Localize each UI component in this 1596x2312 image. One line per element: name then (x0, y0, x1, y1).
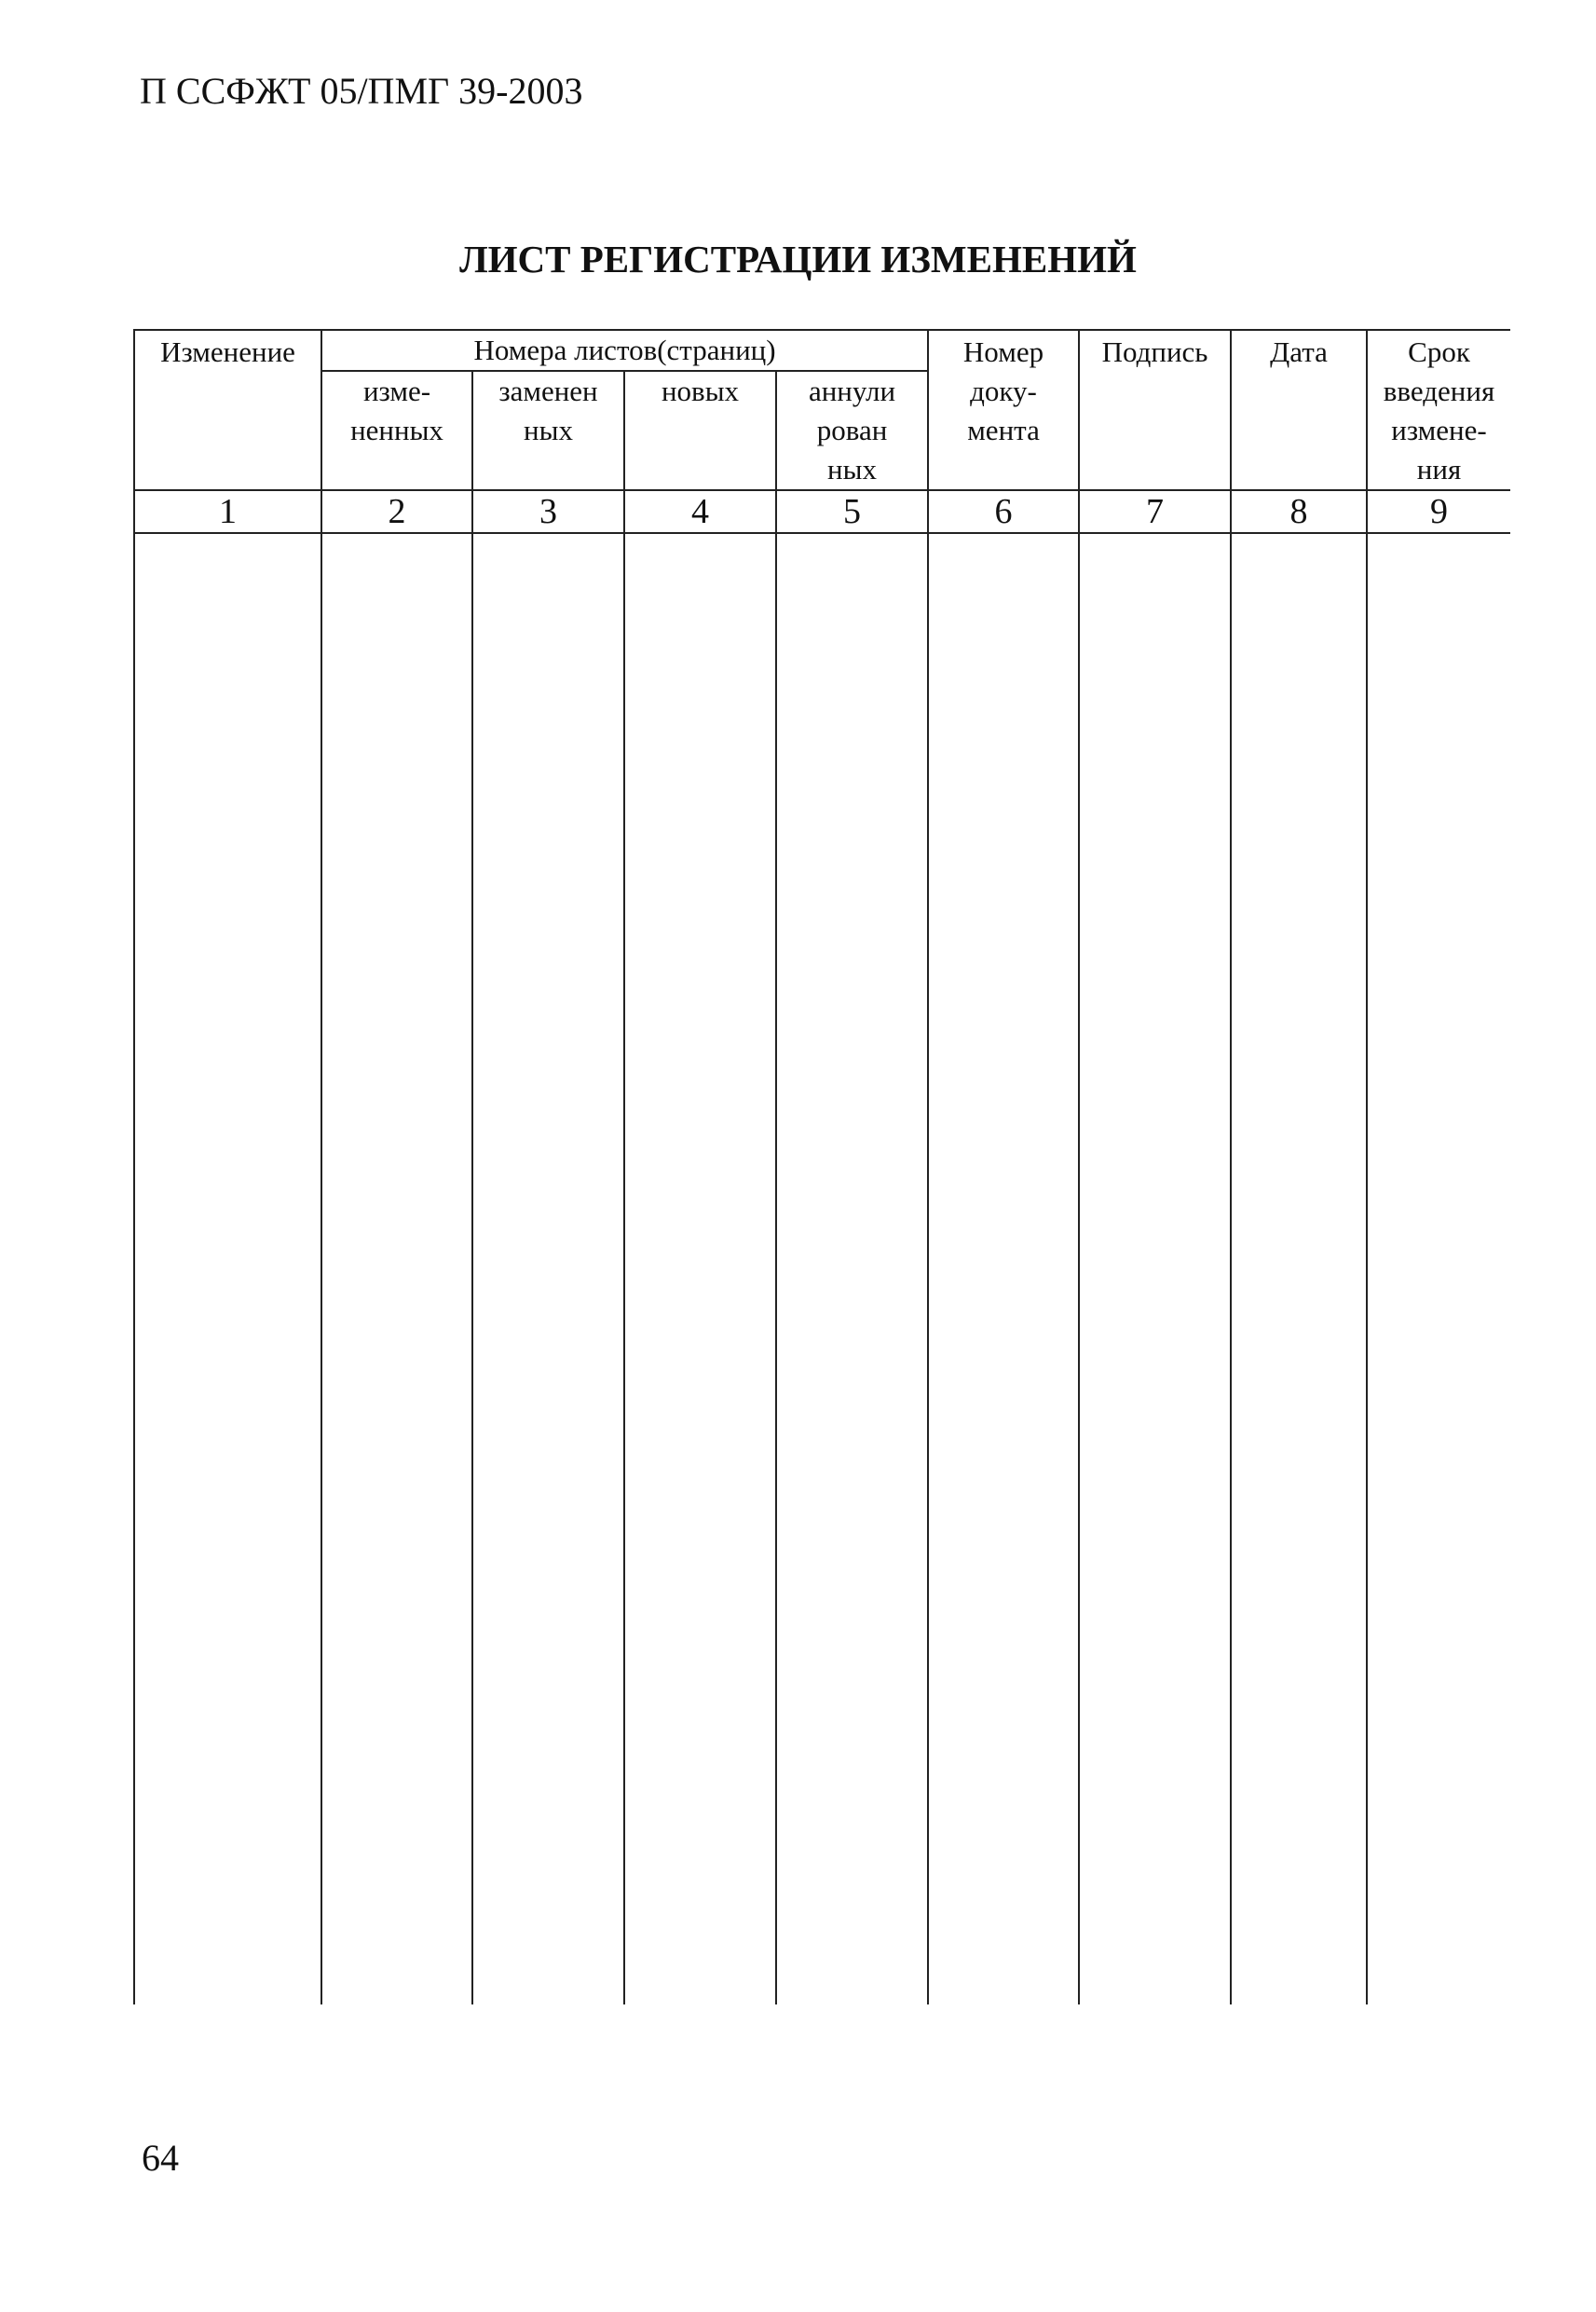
column-header-signature: Подпись (1079, 330, 1231, 490)
table-cell (1079, 533, 1231, 2004)
table-cell (134, 533, 321, 2004)
column-header-annulled: аннули рован ных (776, 371, 928, 490)
column-number: 1 (134, 490, 321, 533)
page-number: 64 (142, 2137, 179, 2179)
table-cell (1231, 533, 1367, 2004)
column-header-date: Дата (1231, 330, 1367, 490)
column-number: 7 (1079, 490, 1231, 533)
column-header-changed: изме- ненных (321, 371, 472, 490)
column-number: 2 (321, 490, 472, 533)
table-cell (928, 533, 1079, 2004)
table-header-row-1 (134, 330, 1510, 371)
document-code: П ССФЖТ 05/ПМГ 39-2003 (140, 70, 583, 112)
column-header-pages-group: Номера листов(страниц) (321, 330, 928, 371)
table-cell (624, 533, 776, 2004)
column-header-term: Срок введения измене- ния (1367, 330, 1510, 490)
column-number: 6 (928, 490, 1079, 533)
table-cell (776, 533, 928, 2004)
column-number: 8 (1231, 490, 1367, 533)
page-title: ЛИСТ РЕГИСТРАЦИИ ИЗМЕНЕНИЙ (459, 238, 1137, 280)
column-number: 3 (472, 490, 624, 533)
table-cell (1367, 533, 1510, 2004)
column-number: 9 (1367, 490, 1510, 533)
table-cell (472, 533, 624, 2004)
column-header-replaced: заменен ных (472, 371, 624, 490)
change-registration-table (133, 329, 1510, 2004)
column-header-document-number: Номер доку- мента (928, 330, 1079, 490)
table-row (134, 533, 1510, 2004)
column-header-new: новых (624, 371, 776, 490)
table-cell (321, 533, 472, 2004)
column-number-row (134, 490, 1510, 533)
column-header-change: Изменение (134, 330, 321, 490)
column-number: 5 (776, 490, 928, 533)
column-number: 4 (624, 490, 776, 533)
